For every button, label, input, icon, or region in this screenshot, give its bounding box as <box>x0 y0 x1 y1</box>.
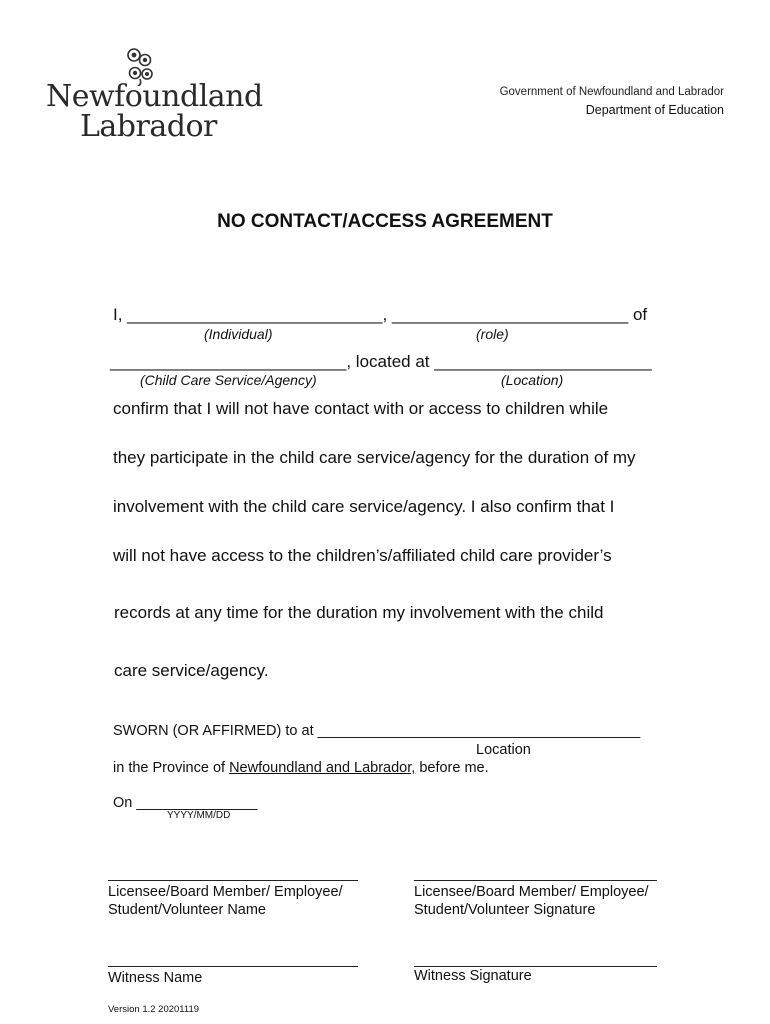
body-line-1: confirm that I will not have contact with or access to children while <box>113 399 609 418</box>
province-suffix: before me. <box>415 760 489 776</box>
name-label-line-1: Licensee/Board Member/ Employee/ <box>108 884 343 900</box>
body-line-6: care service/agency. <box>114 661 269 680</box>
body-line-4: will not have access to the children’s/affiliated child care provider’s <box>113 546 612 565</box>
logo-text-labrador: Labrador <box>80 109 217 144</box>
province-line <box>113 760 489 776</box>
body-line-5: records at any time for the duration my involvement with the child <box>114 603 604 622</box>
agency-caption: (Child Care Service/Agency) <box>140 372 317 388</box>
location-caption: (Location) <box>501 372 564 388</box>
witness-name-rule <box>108 966 358 967</box>
witness-signature-label: Witness Signature <box>414 968 532 984</box>
name-label-line-2: Student/Volunteer Name <box>108 902 266 918</box>
body-line-3: involvement with the child care service/agency. I also confirm that I <box>113 497 615 516</box>
logo-text-newfoundland: Newfoundland <box>46 79 263 114</box>
body-line-2: they participate in the child care service/agency for the duration of my <box>113 448 636 467</box>
province-prefix: in the Province of <box>113 760 230 776</box>
role-caption: (role) <box>476 326 509 342</box>
newfoundland-labrador-logo <box>40 46 263 146</box>
signature-label-line-2: Student/Volunteer Signature <box>414 902 596 918</box>
sworn-location-caption: Location <box>476 742 531 758</box>
name-signature-rule <box>108 880 358 881</box>
individual-caption: (Individual) <box>204 326 273 342</box>
version-text: Version 1.2 20201119 <box>108 1004 200 1015</box>
sworn-line: SWORN (OR AFFIRMED) to at ________________________________________ <box>113 723 641 739</box>
date-format-caption: YYYY/MM/DD <box>167 810 231 821</box>
witness-name-label: Witness Name <box>108 970 203 986</box>
agency-location-line: _________________________, located at _______________________ <box>110 352 652 371</box>
government-name: Government of Newfoundland and Labrador <box>499 86 724 98</box>
signature-rule <box>414 880 657 881</box>
province-name: Newfoundland and Labrador, <box>229 760 416 776</box>
department-name: Department of Education <box>585 103 724 117</box>
document-title: NO CONTACT/ACCESS AGREEMENT <box>217 211 553 232</box>
signature-label-line-1: Licensee/Board Member/ Employee/ <box>414 884 649 900</box>
date-line: On _______________ <box>113 795 258 811</box>
witness-signature-rule <box>414 966 657 967</box>
individual-role-line: I, ___________________________, _________________________ of <box>113 305 648 324</box>
